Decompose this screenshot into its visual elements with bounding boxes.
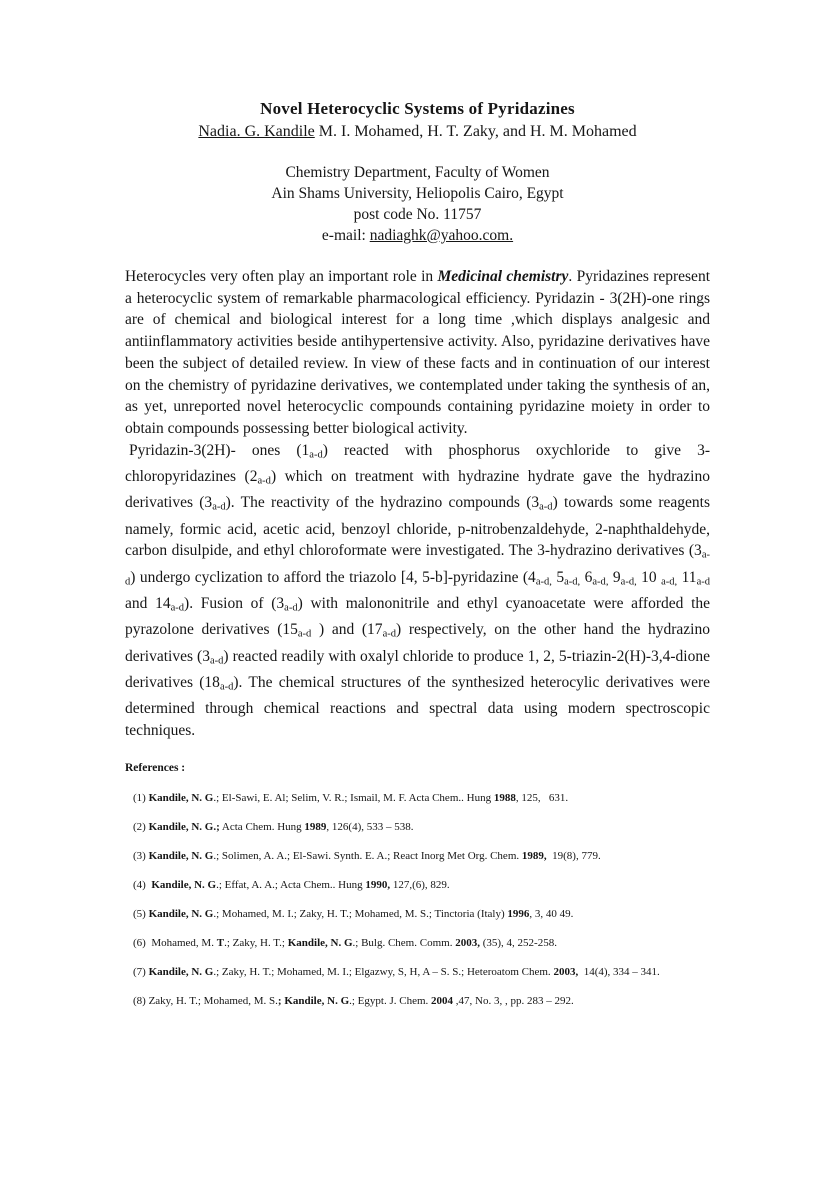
references-heading: References : bbox=[125, 761, 186, 774]
references-section bbox=[125, 761, 710, 1008]
reference-item-4: (4) Kandile, N. G.; Effat, A. A.; Acta Chem.. Hung 1990, 127,(6), 829. bbox=[133, 878, 450, 891]
authors-line bbox=[125, 120, 710, 143]
reference-item-8: (8) Zaky, H. T.; Mohamed, M. S.; Kandile, N. G.; Egypt. J. Chem. 2004 ,47, No. 3, , pp. 283 – 292. bbox=[133, 994, 574, 1007]
affiliation-line-department: Chemistry Department, Faculty of Women bbox=[285, 164, 550, 181]
abstract-paragraph-1: Heterocycles very often play an important role in Medicinal chemistry. Pyridazines represent a heterocyclic system of remarkable pharmacological efficiency. Pyridazin - 3(2H)-one rings are of chemical and biological interest for a long time ,which displays analgesic and antiinflammatory activities beside antihypertensive activity. Also, pyridazine derivatives have been the subject of detailed review. In view of these facts and in continuation of our interest on the chemistry of pyridazine derivatives, we contemplated under taking the synthesis of an, as yet, unreported novel heterocyclic compounds containing pyridazine moiety in order to obtain compounds possessing better biological activity. bbox=[125, 268, 710, 437]
affiliation-line-university: Ain Shams University, Heliopolis Cairo, Egypt bbox=[271, 185, 564, 202]
reference-item-3: (3) Kandile, N. G.; Solimen, A. A.; El-Sawi. Synth. E. A.; React Inorg Met Org. Chem. 1989, 19(8), 779. bbox=[133, 849, 601, 862]
email-link[interactable]: nadiaghk@yahoo.com. bbox=[369, 227, 514, 244]
abstract-section bbox=[125, 266, 710, 742]
email-label: e-mail: bbox=[321, 227, 370, 244]
reference-item-2: (2) Kandile, N. G.; Acta Chem. Hung 1989, 126(4), 533 – 538. bbox=[133, 820, 414, 833]
abstract-paragraph-2: Pyridazin-3(2H)- ones (1a-d) reacted with phosphorus oxychloride to give 3-chloropyridazines (2a-d) which on treatment with hydrazine hydrate gave the hydrazino derivatives (3a-d). The reactivity of the hydrazino compounds (3a-d) towards some reagents namely, formic acid, acetic acid, benzoyl chloride, p-nitrobenzaldehyde, 2-naphthaldehyde, carbon disulpide, and ethyl chloroformate were investigated. The 3-hydrazino derivatives (3a-d) undergo cyclization to afford the triazolo [4, 5-b]-pyridazine (4a-d, 5a-d, 6a-d, 9a-d, 10 a-d, 11a-d and 14a-d). Fusion of (3a-d) with malononitrile and ethyl cyanoacetate were afforded the pyrazolone derivatives (15a-d ) and (17a-d) respectively, on the other hand the hydrazino derivatives (3a-d) reacted readily with oxalyl chloride to produce 1, 2, 5-triazin-2(H)-3,4-dione derivatives (18a-d). The chemical structures of the synthesized heterocylic derivatives were determined through chemical reactions and spectral data using modern spectroscopic techniques. bbox=[125, 441, 711, 739]
paper-title: Novel Heterocyclic Systems of Pyridazines bbox=[260, 99, 575, 118]
affiliation-block bbox=[125, 162, 710, 246]
email-line bbox=[125, 225, 710, 246]
reference-item-1: (1) Kandile, N. G.; El-Sawi, E. Al; Selim, V. R.; Ismail, M. F. Acta Chem.. Hung 1988, 125, 631. bbox=[133, 791, 569, 804]
author-name-underlined: Nadia. G. Kandile bbox=[198, 123, 315, 140]
reference-item-7: (7) Kandile, N. G.; Zaky, H. T.; Mohamed, M. I.; Elgazwy, S, H, A – S. S.; Heteroatom Chem. 2003, 14(4), 334 – 341. bbox=[133, 965, 660, 978]
affiliation-line-postcode: post code No. 11757 bbox=[353, 206, 482, 223]
reference-item-6: (6) Mohamed, M. T.; Zaky, H. T.; Kandile, N. G.; Bulg. Chem. Comm. 2003, (35), 4, 252-258. bbox=[133, 936, 557, 949]
authors-rest: M. I. Mohamed, H. T. Zaky, and H. M. Mohamed bbox=[314, 123, 637, 140]
reference-item-5: (5) Kandile, N. G.; Mohamed, M. I.; Zaky, H. T.; Mohamed, M. S.; Tinctoria (Italy) 1996, 3, 40 49. bbox=[133, 907, 574, 920]
